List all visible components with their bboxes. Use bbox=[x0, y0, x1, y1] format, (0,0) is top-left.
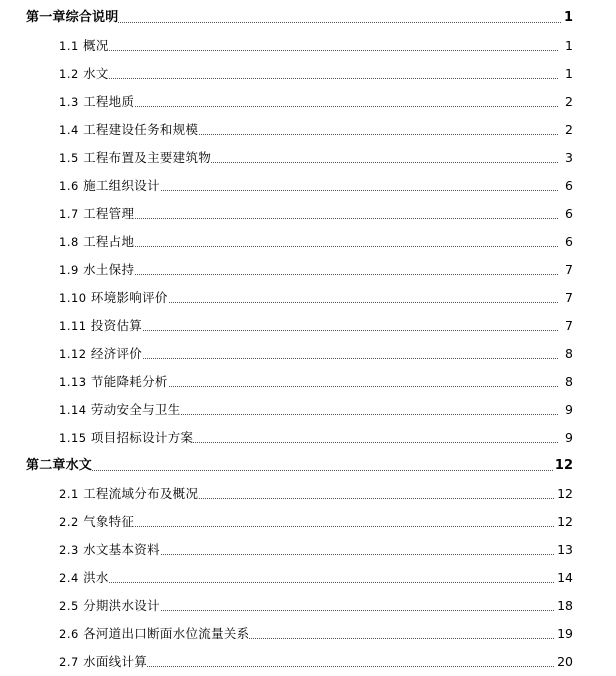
toc-dot-leader bbox=[62, 274, 558, 275]
toc-page-number: 8 bbox=[563, 372, 573, 392]
toc-section-title bbox=[59, 92, 134, 112]
toc-section-title bbox=[59, 316, 142, 336]
toc-section-number: 1.6 bbox=[59, 179, 79, 193]
toc-section-number: 1.11 bbox=[59, 319, 87, 333]
toc-section-title bbox=[59, 596, 160, 616]
toc-section-text: 水土保持 bbox=[83, 262, 135, 277]
toc-section-text: 洪水 bbox=[83, 570, 109, 585]
toc-chapter-entry[interactable] bbox=[0, 4, 616, 32]
toc-page-number: 7 bbox=[563, 260, 573, 280]
toc-section-entry[interactable] bbox=[0, 396, 616, 424]
toc-page-number: 12 bbox=[553, 456, 573, 476]
toc-page-number: 3 bbox=[563, 148, 573, 168]
toc-dot-leader bbox=[62, 218, 558, 219]
toc-section-entry[interactable] bbox=[0, 284, 616, 312]
toc-section-title bbox=[59, 652, 147, 672]
toc-page-number: 2 bbox=[563, 120, 573, 140]
toc-section-text: 节能降耗分析 bbox=[90, 374, 168, 389]
toc-section-text: 各河道出口断面水位流量关系 bbox=[83, 626, 250, 641]
toc-page-number: 13 bbox=[555, 540, 573, 560]
toc-section-title bbox=[59, 260, 134, 280]
toc-section-entry[interactable] bbox=[0, 620, 616, 648]
toc-page-number: 7 bbox=[563, 316, 573, 336]
toc-page-number: 9 bbox=[563, 400, 573, 420]
toc-page-number: 9 bbox=[563, 428, 573, 448]
toc-section-entry[interactable] bbox=[0, 256, 616, 284]
toc-section-text: 施工组织设计 bbox=[83, 178, 160, 193]
toc-section-title bbox=[59, 120, 198, 140]
toc-section-title bbox=[59, 540, 160, 560]
toc-section-text: 工程流域分布及概况 bbox=[83, 486, 199, 501]
toc-section-text: 工程管理 bbox=[83, 206, 135, 221]
toc-page-number: 20 bbox=[555, 652, 573, 672]
toc-chapter-title: 第一章综合说明 bbox=[26, 8, 118, 28]
toc-section-title bbox=[59, 484, 198, 504]
toc-section-entry[interactable] bbox=[0, 480, 616, 508]
toc-chapter-title: 第二章水文 bbox=[26, 456, 92, 476]
toc-section-number: 1.4 bbox=[59, 123, 79, 137]
toc-section-title bbox=[59, 344, 142, 364]
toc-section-entry[interactable] bbox=[0, 508, 616, 536]
toc-section-text: 水文基本资料 bbox=[83, 542, 160, 557]
toc-section-text: 投资估算 bbox=[90, 318, 143, 333]
toc-section-entry[interactable] bbox=[0, 340, 616, 368]
toc-section-number: 2.7 bbox=[59, 655, 79, 669]
toc-section-entry[interactable] bbox=[0, 592, 616, 620]
toc-section-text: 气象特征 bbox=[83, 514, 135, 529]
toc-section-text: 环境影响评价 bbox=[90, 290, 168, 305]
toc-section-entry[interactable] bbox=[0, 60, 616, 88]
toc-section-number: 2.2 bbox=[59, 515, 79, 529]
toc-section-number: 2.6 bbox=[59, 627, 79, 641]
toc-section-text: 劳动安全与卫生 bbox=[90, 402, 181, 417]
toc-section-entry[interactable] bbox=[0, 536, 616, 564]
toc-chapter-entry[interactable] bbox=[0, 452, 616, 480]
toc-page-number: 1 bbox=[562, 8, 573, 28]
toc-section-entry[interactable] bbox=[0, 200, 616, 228]
toc-section-title bbox=[59, 232, 134, 252]
toc-section-text: 项目招标设计方案 bbox=[90, 430, 194, 445]
toc-section-text: 工程建设任务和规模 bbox=[83, 122, 199, 137]
toc-page-number: 1 bbox=[563, 36, 573, 56]
toc-section-title bbox=[59, 288, 168, 308]
toc-section-number: 2.3 bbox=[59, 543, 79, 557]
toc-page-number: 12 bbox=[555, 512, 573, 532]
toc-section-entry[interactable] bbox=[0, 172, 616, 200]
toc-section-entry[interactable] bbox=[0, 564, 616, 592]
toc-page-number: 6 bbox=[563, 232, 573, 252]
toc-section-text: 工程地质 bbox=[83, 94, 135, 109]
toc-section-number: 1.3 bbox=[59, 95, 79, 109]
toc-section-number: 1.14 bbox=[59, 403, 87, 417]
toc-page-number: 8 bbox=[563, 344, 573, 364]
toc-page-number: 14 bbox=[555, 568, 573, 588]
toc-section-entry[interactable] bbox=[0, 228, 616, 256]
toc-section-text: 水文 bbox=[83, 66, 109, 81]
toc-page-number: 18 bbox=[555, 596, 573, 616]
toc-dot-leader bbox=[62, 106, 558, 107]
toc-section-number: 2.4 bbox=[59, 571, 79, 585]
toc-dot-leader bbox=[62, 582, 558, 583]
toc-section-number: 1.12 bbox=[59, 347, 87, 361]
toc-section-entry[interactable] bbox=[0, 312, 616, 340]
toc-section-title bbox=[59, 400, 181, 420]
toc-section-entry[interactable] bbox=[0, 424, 616, 452]
toc-section-number: 1.8 bbox=[59, 235, 79, 249]
toc-page-number: 7 bbox=[563, 288, 573, 308]
toc-section-title bbox=[59, 36, 109, 56]
toc-dot-leader bbox=[62, 246, 558, 247]
table-of-contents bbox=[0, 4, 616, 676]
toc-section-title bbox=[59, 148, 211, 168]
toc-section-text: 工程布置及主要建筑物 bbox=[83, 150, 212, 165]
toc-section-text: 经济评价 bbox=[90, 346, 143, 361]
toc-section-number: 1.10 bbox=[59, 291, 87, 305]
toc-section-number: 2.1 bbox=[59, 487, 79, 501]
toc-page-number: 2 bbox=[563, 92, 573, 112]
toc-section-number: 1.1 bbox=[59, 39, 79, 53]
toc-section-text: 工程占地 bbox=[83, 234, 135, 249]
toc-dot-leader bbox=[62, 526, 558, 527]
toc-section-title bbox=[59, 176, 160, 196]
toc-section-entry[interactable] bbox=[0, 116, 616, 144]
toc-section-title bbox=[59, 568, 109, 588]
toc-section-title bbox=[59, 428, 193, 448]
toc-section-number: 1.2 bbox=[59, 67, 79, 81]
toc-section-title bbox=[59, 64, 109, 84]
toc-section-entry[interactable] bbox=[0, 88, 616, 116]
toc-section-text: 概况 bbox=[83, 38, 109, 53]
toc-dot-leader bbox=[62, 50, 558, 51]
toc-section-number: 1.15 bbox=[59, 431, 87, 445]
toc-section-title bbox=[59, 372, 168, 392]
toc-section-title bbox=[59, 512, 134, 532]
toc-section-number: 1.7 bbox=[59, 207, 79, 221]
toc-dot-leader bbox=[30, 470, 561, 471]
toc-page-number: 6 bbox=[563, 176, 573, 196]
toc-page-number: 19 bbox=[555, 624, 573, 644]
toc-section-entry[interactable] bbox=[0, 144, 616, 172]
toc-page-number: 6 bbox=[563, 204, 573, 224]
toc-section-text: 分期洪水设计 bbox=[83, 598, 160, 613]
toc-section-number: 1.9 bbox=[59, 263, 79, 277]
toc-section-number: 1.13 bbox=[59, 375, 87, 389]
toc-page-number: 1 bbox=[563, 64, 573, 84]
toc-section-title bbox=[59, 624, 249, 644]
toc-section-number: 2.5 bbox=[59, 599, 79, 613]
toc-section-title bbox=[59, 204, 134, 224]
toc-section-entry[interactable] bbox=[0, 32, 616, 60]
toc-section-entry[interactable] bbox=[0, 648, 616, 676]
toc-section-entry[interactable] bbox=[0, 368, 616, 396]
toc-section-text: 水面线计算 bbox=[83, 654, 148, 669]
toc-dot-leader bbox=[62, 78, 558, 79]
toc-section-number: 1.5 bbox=[59, 151, 79, 165]
toc-page-number: 12 bbox=[555, 484, 573, 504]
